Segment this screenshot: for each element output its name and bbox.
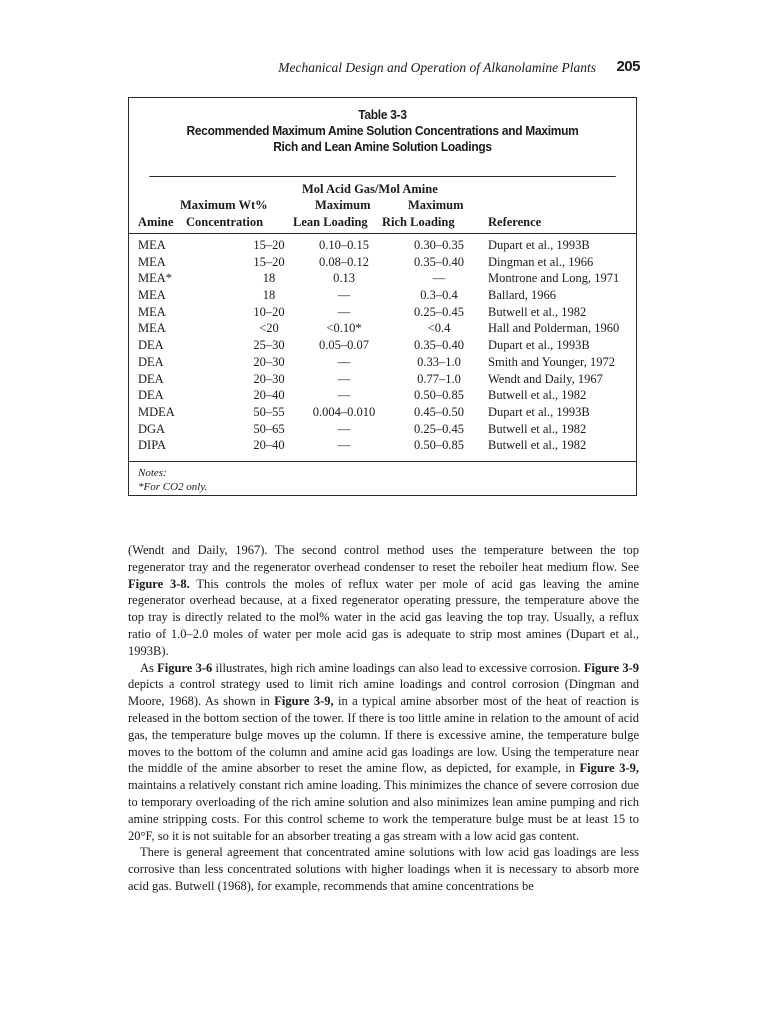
cell-ref: Butwell et al., 1982 bbox=[488, 421, 587, 436]
cell-conc: 15–20 bbox=[253, 238, 285, 252]
paragraph-3 bbox=[128, 844, 639, 894]
cell-rich: — bbox=[432, 271, 446, 286]
cell-amine: DEA bbox=[138, 354, 164, 369]
cell-conc: 18 bbox=[262, 288, 276, 303]
table-row bbox=[129, 287, 636, 304]
p1-rest: This controls the moles of reflux water per mole of acid gas leaving the amine regenerator overhead because, at a fixed regenerator operating pressure, the temperature above the top tray is directly related to the mol% water in the acid gas leaving the top tray. Usually, a reflux ratio of 1.0–2.0 moles of water per mole acid gas is adequate to strip most amines (Dupart et al., 1993B). bbox=[128, 576, 639, 658]
cell-rich: 0.35–0.40 bbox=[414, 254, 464, 269]
table-row bbox=[129, 270, 636, 287]
cell-ref: Butwell et al., 1982 bbox=[488, 388, 587, 403]
cell-lean: — bbox=[337, 438, 351, 453]
running-title: Mechanical Design and Operation of Alkanolamine Plants bbox=[278, 60, 596, 75]
cell-amine: MEA* bbox=[138, 271, 173, 286]
cell-conc: 15–20 bbox=[253, 254, 285, 269]
cell-ref: Butwell et al., 1982 bbox=[488, 304, 587, 319]
cell-lean: 0.08–0.12 bbox=[319, 254, 369, 269]
p2-text-b: illustrates, high rich amine loadings can also lead to excessive corrosion. bbox=[212, 660, 584, 675]
table-caption bbox=[149, 98, 615, 177]
table-row bbox=[129, 387, 636, 404]
cell-ref: Dingman et al., 1966 bbox=[488, 254, 594, 269]
paragraph-2 bbox=[128, 660, 639, 845]
cell-rich: 0.25–0.45 bbox=[414, 304, 464, 319]
cell-lean: 0.05–0.07 bbox=[319, 338, 369, 353]
cell-amine: DEA bbox=[138, 388, 164, 403]
cell-ref: Montrone and Long, 1971 bbox=[488, 271, 620, 286]
cell-lean: — bbox=[337, 371, 351, 386]
cell-rich: 0.50–0.85 bbox=[414, 438, 464, 453]
cell-conc: 20–40 bbox=[253, 438, 285, 453]
cell-rich: 0.50–0.85 bbox=[414, 388, 464, 403]
p2-text-e: maintains a relatively constant rich amine loading. This minimizes the chance of severe corrosion due to temporary overloading of the rich amine solution and also minimizes lean amine pumping and rich amine stripping costs. For this control scheme to work the temperature bulge must be at least 15 to 20°F, so it is not suitable for an absorber treating a gas stream with a low acid gas content. bbox=[128, 778, 639, 843]
body-text bbox=[128, 542, 639, 895]
figure-ref: Figure 3-8. bbox=[128, 576, 190, 591]
cell-amine: DGA bbox=[138, 421, 166, 436]
cell-conc: 20–30 bbox=[253, 371, 285, 386]
col-rich: Rich Loading bbox=[382, 215, 455, 229]
cell-conc: 20–40 bbox=[253, 388, 285, 403]
cell-rich: 0.45–0.50 bbox=[414, 404, 464, 419]
cell-rich: 0.33–1.0 bbox=[417, 354, 461, 369]
cell-lean: 0.10–0.15 bbox=[319, 238, 369, 252]
table-row bbox=[129, 237, 636, 254]
cell-amine: DIPA bbox=[138, 438, 167, 453]
table-row bbox=[129, 337, 636, 354]
cell-amine: MDEA bbox=[138, 404, 175, 419]
col-conc-top: Maximum Wt% bbox=[180, 198, 268, 212]
p2-text-d: in a typical amine absorber most of the heat of reaction is released in the bottom section of the tower. If there is too little amine in relation to the amount of acid gas, the temperature bulge moves up the column. If there is excessive amine, the temperature bulge moves to the bottom of the column and amine acid gas loadings are low. Using the temperature near the middle of the amine absorber to reset the amine flow, as depicted, for example, in bbox=[128, 694, 639, 776]
note-1: *For CO2 only. bbox=[138, 481, 208, 493]
cell-rich: 0.30–0.35 bbox=[414, 238, 464, 252]
page-number: 205 bbox=[616, 58, 640, 75]
cell-conc: 10–20 bbox=[253, 304, 285, 319]
table-row bbox=[129, 304, 636, 321]
header-rule bbox=[129, 233, 636, 234]
cell-ref: Dupart et al., 1993B bbox=[488, 238, 590, 252]
running-head bbox=[128, 60, 640, 80]
col-lean: Lean Loading bbox=[293, 215, 368, 229]
col-conc: Concentration bbox=[186, 215, 264, 229]
cell-lean: — bbox=[337, 421, 351, 436]
cell-amine: MEA bbox=[138, 288, 166, 303]
cell-amine: DEA bbox=[138, 371, 164, 386]
cell-rich: 0.3–0.4 bbox=[420, 288, 458, 303]
cell-conc: 50–55 bbox=[253, 404, 285, 419]
p3-text: There is general agreement that concentrated amine solutions with low acid gas loadings are less corrosive than less concentrated solutions with higher loadings when it is necessary to absorb more acid gas. Butwell (1968), for example, recommends that amine concentrations be bbox=[128, 845, 639, 893]
table-row bbox=[129, 421, 636, 438]
cell-rich: 0.77–1.0 bbox=[417, 371, 461, 386]
cell-lean: 0.004–0.010 bbox=[312, 404, 376, 419]
p1-text: (Wendt and Daily, 1967). The second control method uses the temperature between the top regenerator tray and the regenerator overhead condenser to reset the reboiler heat medium flow. See bbox=[128, 543, 639, 574]
table-row bbox=[129, 404, 636, 421]
figure-ref: Figure 3-6 bbox=[157, 660, 213, 675]
paragraph-1 bbox=[128, 542, 639, 660]
figure-ref: Figure 3-9 bbox=[583, 660, 640, 675]
cell-amine: MEA bbox=[138, 321, 166, 336]
cell-ref: Ballard, 1966 bbox=[488, 288, 557, 303]
cell-ref: Wendt and Daily, 1967 bbox=[488, 371, 603, 386]
p2-text-a: As bbox=[140, 660, 158, 675]
cell-lean: <0.10* bbox=[326, 321, 362, 336]
cell-lean: — bbox=[337, 288, 351, 303]
cell-rich: 0.25–0.45 bbox=[414, 421, 464, 436]
cell-lean: — bbox=[337, 388, 351, 403]
table-row bbox=[129, 371, 636, 388]
cell-ref: Hall and Polderman, 1960 bbox=[488, 321, 620, 336]
table-body bbox=[129, 237, 636, 454]
col-ref: Reference bbox=[488, 215, 542, 229]
cell-amine: MEA bbox=[138, 238, 166, 252]
cell-conc: 18 bbox=[262, 271, 276, 286]
p2-text-c: depicts a control strategy used to limit rich amine loadings and control corrosion (Dingman and Moore, 1968). As shown in bbox=[128, 677, 639, 709]
cell-lean: — bbox=[337, 304, 351, 319]
group-header: Mol Acid Gas/Mol Amine bbox=[302, 182, 438, 196]
cell-amine: MEA bbox=[138, 254, 166, 269]
cell-conc: <20 bbox=[259, 321, 279, 336]
cell-amine: DEA bbox=[138, 338, 164, 353]
figure-ref: Figure 3-9, bbox=[579, 761, 640, 776]
figure-ref: Figure 3-9, bbox=[274, 694, 334, 709]
notes-label: Notes: bbox=[138, 467, 167, 479]
table-row bbox=[129, 254, 636, 271]
cell-conc: 25–30 bbox=[253, 338, 285, 353]
cell-ref: Butwell et al., 1982 bbox=[488, 438, 587, 453]
notes-rule bbox=[129, 461, 636, 462]
cell-lean: — bbox=[337, 354, 351, 369]
table-row bbox=[129, 437, 636, 454]
table-3-3 bbox=[128, 97, 637, 496]
cell-ref: Smith and Younger, 1972 bbox=[488, 354, 615, 369]
table-notes bbox=[138, 466, 207, 494]
cell-amine: MEA bbox=[138, 304, 166, 319]
table-row bbox=[129, 320, 636, 337]
col-amine: Amine bbox=[138, 215, 174, 229]
table-row bbox=[129, 354, 636, 371]
cell-lean: 0.13 bbox=[333, 271, 355, 286]
table-title-line-1: Recommended Maximum Amine Solution Concentrations and Maximum bbox=[186, 123, 579, 138]
table-number: Table 3-3 bbox=[358, 107, 407, 122]
cell-conc: 20–30 bbox=[253, 354, 285, 369]
cell-conc: 50–65 bbox=[253, 421, 285, 436]
cell-rich: 0.35–0.40 bbox=[414, 338, 464, 353]
table-title-line-2: Rich and Lean Amine Solution Loadings bbox=[273, 139, 492, 154]
cell-ref: Dupart et al., 1993B bbox=[488, 338, 590, 353]
col-lean-top: Maximum bbox=[315, 198, 371, 212]
cell-ref: Dupart et al., 1993B bbox=[488, 404, 590, 419]
cell-rich: <0.4 bbox=[427, 321, 451, 336]
col-rich-top: Maximum bbox=[408, 198, 464, 212]
